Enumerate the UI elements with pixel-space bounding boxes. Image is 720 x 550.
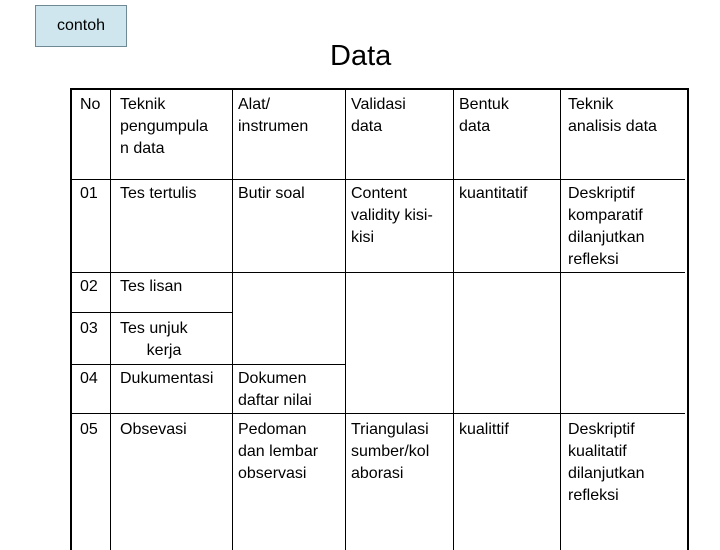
data-table — [70, 88, 689, 550]
row-divider — [72, 312, 232, 313]
row-bentuk: kuantitatif — [459, 185, 528, 202]
header-bentuk: Bentuk data — [459, 96, 509, 135]
row-validasi: Triangulasi sumber/kol aborasi — [351, 421, 430, 482]
row-no: 02 — [80, 278, 98, 295]
header-validasi: Validasi data — [351, 96, 406, 135]
row-teknik: Obsevasi — [120, 421, 187, 438]
row-analisis: Deskriptif kualitatif dilanjutkan refleksi — [568, 421, 645, 504]
page-title: Data — [330, 40, 392, 72]
row-no: 04 — [80, 370, 98, 387]
row-teknik: Tes tertulis — [120, 185, 197, 202]
col-divider — [560, 90, 561, 550]
row-no: 03 — [80, 320, 98, 337]
header-alat: Alat/ instrumen — [238, 96, 309, 135]
row-teknik: Dukumentasi — [120, 370, 214, 387]
example-label-box — [35, 5, 127, 47]
row-no: 01 — [80, 185, 98, 202]
col-divider — [345, 90, 346, 550]
row-alat: Pedoman dan lembar observasi — [238, 421, 319, 482]
row-validasi: Content validity kisi- kisi — [351, 185, 433, 246]
example-label: contoh — [56, 17, 106, 34]
row-no: 05 — [80, 421, 98, 438]
row-alat: Butir soal — [238, 185, 305, 202]
header-no: No — [80, 96, 101, 113]
row-divider — [72, 364, 345, 365]
col-divider — [110, 90, 111, 550]
row-divider — [72, 179, 685, 180]
row-bentuk: kualittif — [459, 421, 509, 438]
header-teknik: Teknik pengumpula n data — [120, 96, 209, 157]
row-divider — [72, 413, 685, 414]
row-analisis: Deskriptif komparatif dilanjutkan refleksi — [568, 185, 645, 268]
row-alat: Dokumen daftar nilai — [238, 370, 312, 409]
row-divider — [72, 272, 685, 273]
header-analisis: Teknik analisis data — [568, 96, 657, 135]
col-divider — [232, 90, 233, 550]
row-teknik: Tes unjuk kerja — [120, 320, 188, 359]
row-teknik: Tes lisan — [120, 278, 183, 295]
col-divider — [453, 90, 454, 550]
